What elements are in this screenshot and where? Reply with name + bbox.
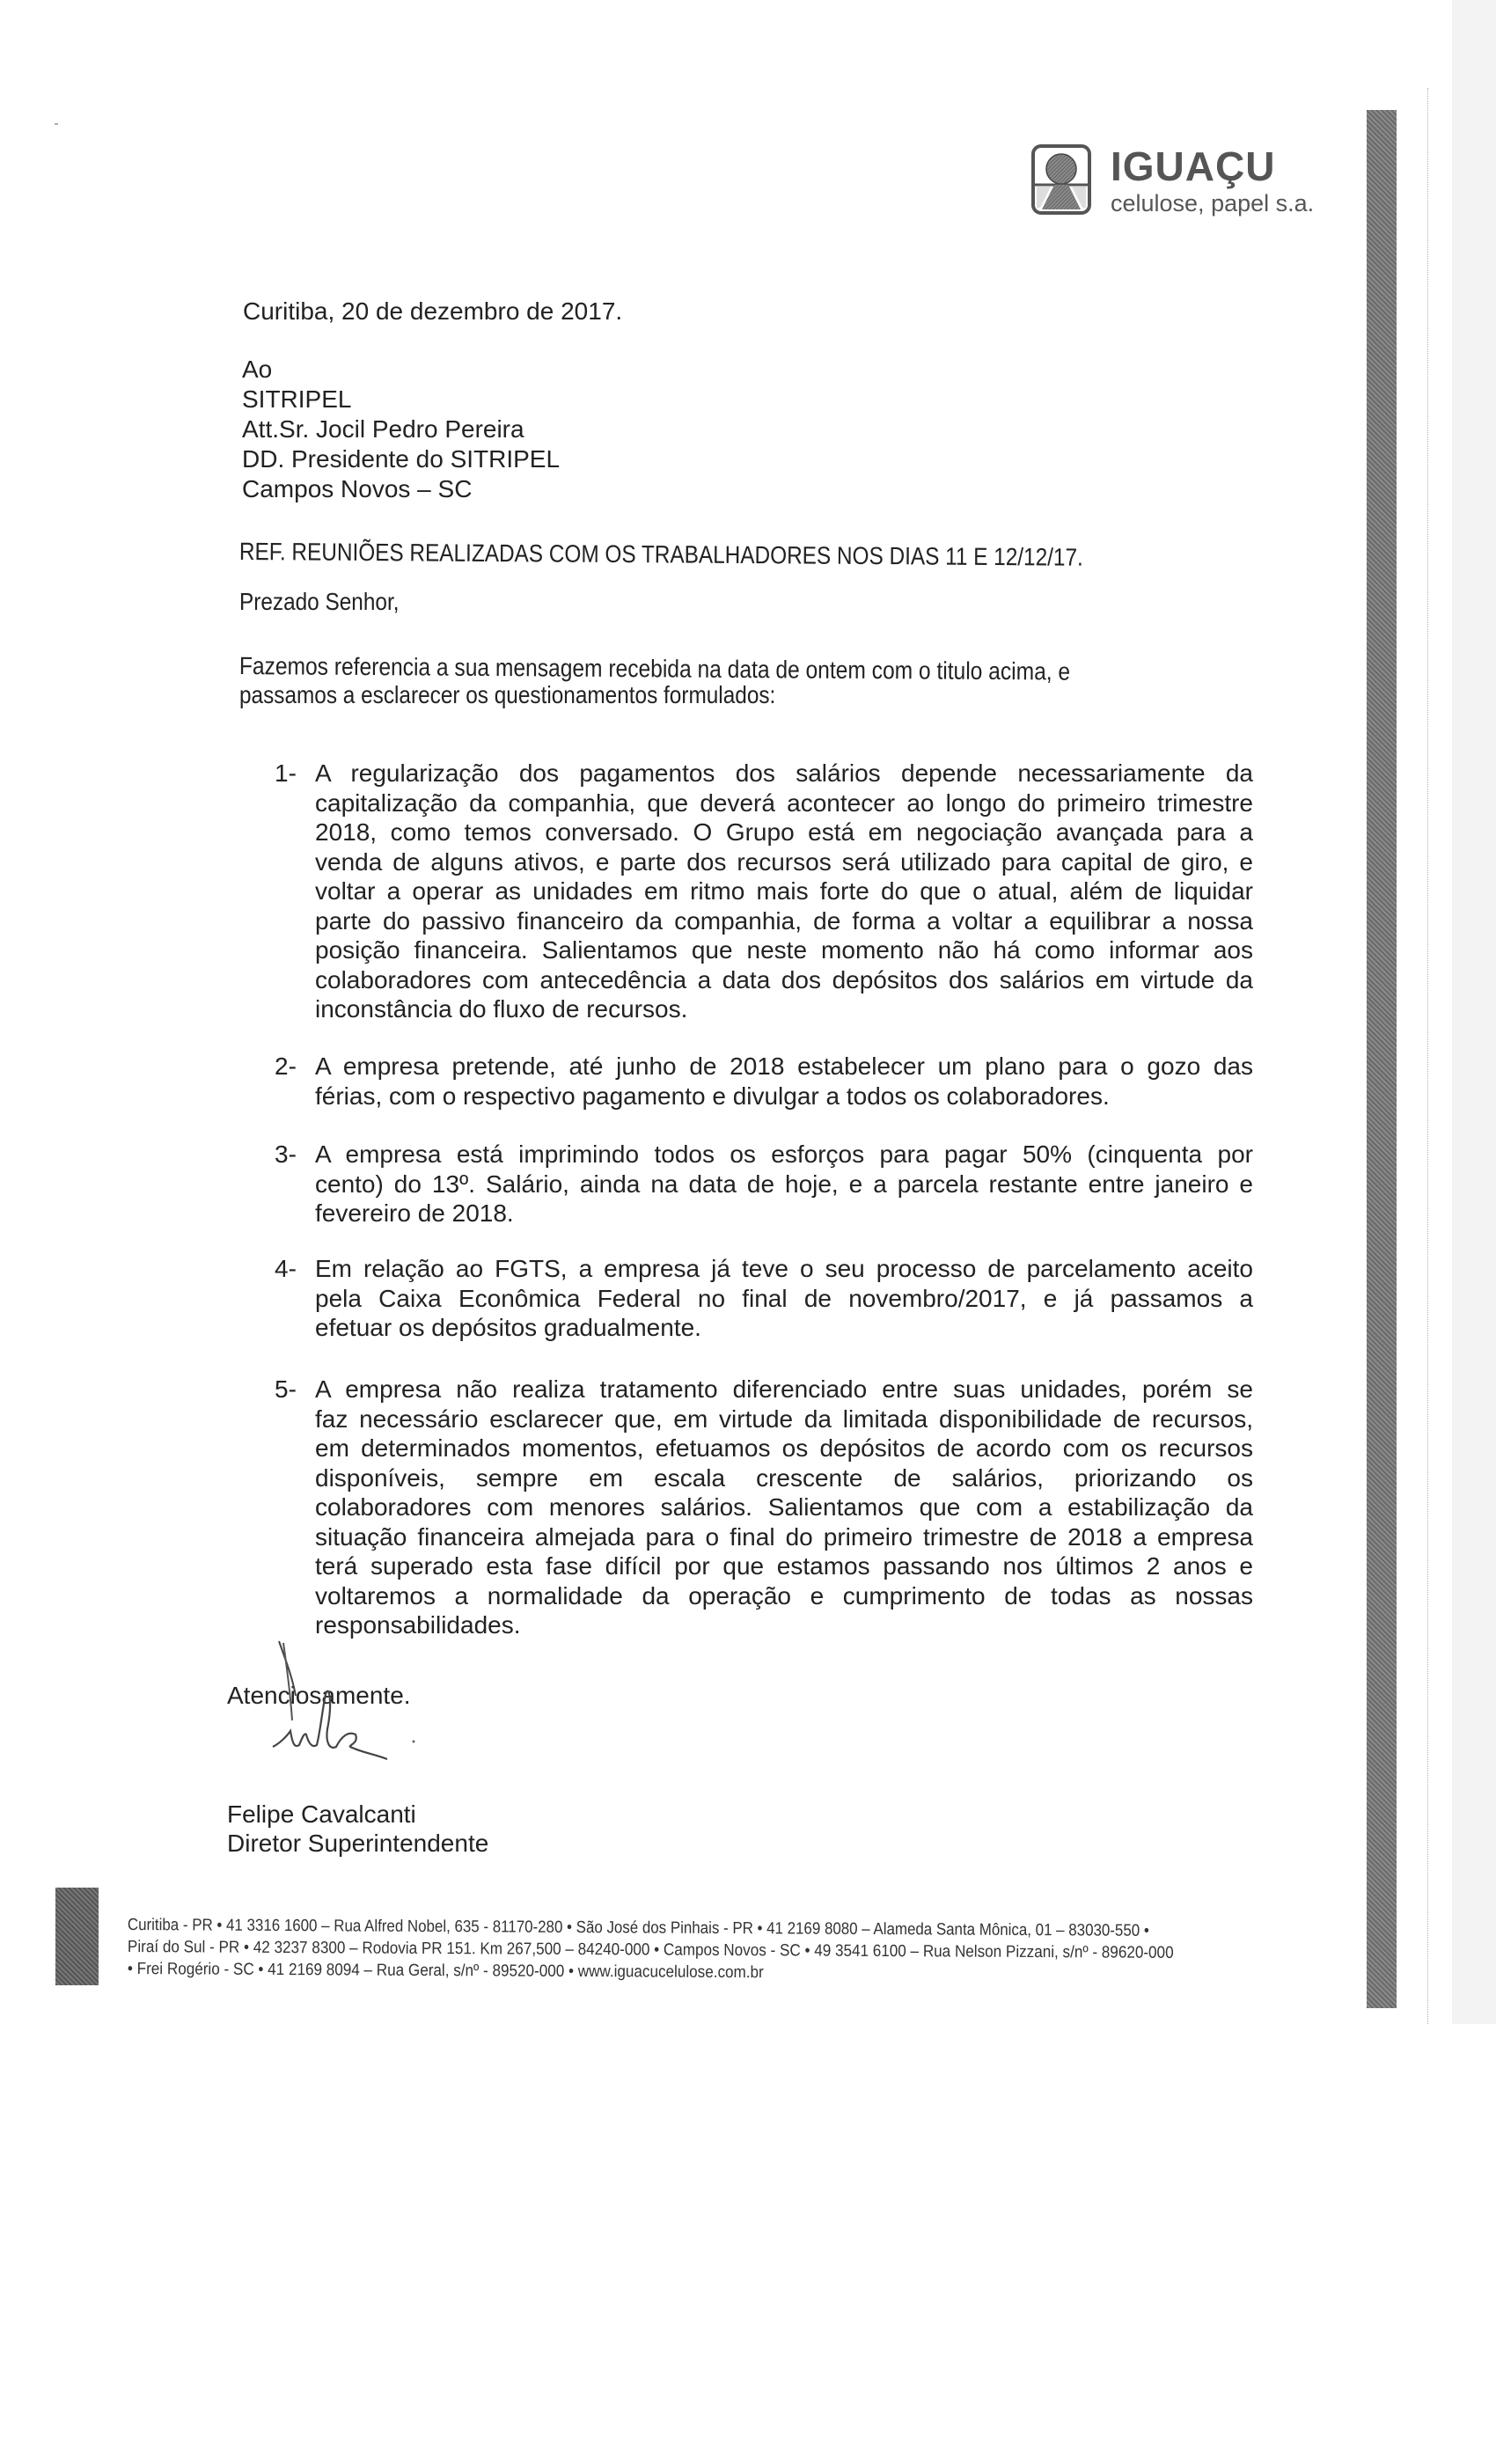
item-line: posição financeira. Salientamos que neste momento não há como informar aos (315, 936, 1253, 964)
recipient-line: SITRIPEL (242, 385, 352, 413)
item-line: faz necessário esclarecer que, em virtude da limitada disponibilidade de recursos, (315, 1404, 1253, 1433)
recipient-line: Att.Sr. Jocil Pedro Pereira (242, 415, 524, 443)
item-line: responsabilidades. (315, 1611, 521, 1639)
recipient-line: DD. Presidente do SITRIPEL (242, 445, 561, 473)
item-line: colaboradores com antecedência a data dos depósitos dos salários em virtude da (315, 965, 1253, 994)
item-line: voltaremos a normalidade da operação e cumprimento de todas as nossas (315, 1581, 1253, 1610)
letterhead-side-bar (1367, 110, 1397, 2008)
item-number: 3- (275, 1140, 297, 1168)
item-line: parte do passivo financeiro da companhia, de forma a voltar a equilibrar a nossa (315, 906, 1253, 935)
item-line: voltar a operar as unidades em ritmo mais forte do que o atual, além de liquidar (315, 877, 1253, 905)
item-line: A empresa não realiza tratamento diferenciado entre suas unidades, porém se (315, 1375, 1253, 1403)
item-text (315, 1254, 1253, 1343)
item-line: terá superado esta fase difícil por que estamos passando nos últimos 2 anos e (315, 1552, 1253, 1580)
item-line: fevereiro de 2018. (315, 1199, 514, 1227)
item-line: Em relação ao FGTS, a empresa já teve o seu processo de parcelamento aceito (315, 1255, 1253, 1282)
footer-addresses (127, 1914, 1290, 1983)
list-item (275, 1052, 1256, 1113)
item-line: venda de alguns ativos, e parte dos recursos será utilizado para capital de giro, e (315, 847, 1253, 876)
item-number: 2- (275, 1052, 297, 1080)
item-line: capitalização da companhia, que deverá acontecer ao longo do primeiro trimestre (315, 788, 1253, 817)
item-line: efetuar os depósitos gradualmente. (315, 1314, 701, 1341)
footer-line: Piraí do Sul - PR • 42 3237 8300 – Rodovia PR 151. Km 267,500 – 84240-000 • Campos Novos - SC • 49 3541 6100 – Rua Nelson Pizzani, s/nº - 89620-000 (127, 1938, 1174, 1962)
date-line: Curitiba, 20 de dezembro de 2017. (243, 297, 623, 325)
item-line: inconstância do fluxo de recursos. (315, 995, 688, 1023)
intro-line: Fazemos referencia a sua mensagem recebida na data de ontem com o titulo acima, e (238, 652, 1071, 686)
signer-name: Felipe Cavalcanti (227, 1800, 416, 1828)
company-subtitle: celulose, papel s.a. (1111, 190, 1315, 216)
recipient-line: Campos Novos – SC (242, 475, 473, 502)
item-number: 5- (275, 1375, 297, 1403)
item-text (315, 759, 1253, 1024)
list-item (275, 1254, 1256, 1346)
item-number: 4- (275, 1255, 297, 1282)
scan-edge-strip (1452, 0, 1496, 2024)
item-text (315, 1375, 1253, 1640)
signer-title: Diretor Superintendente (227, 1830, 489, 1857)
item-line: situação financeira almejada para o final do primeiro trimestre de 2018 a empresa (315, 1522, 1253, 1551)
item-line: disponíveis, sempre em escala crescente de salários, priorizando os (315, 1463, 1253, 1492)
footer-line: Curitiba - PR • 41 3316 1600 – Rua Alfred Nobel, 635 - 81170-280 • São José dos Pinhais - PR • 41 2169 8080 – Alameda Santa Mônica, 01 – 83030-550 • (127, 1916, 1149, 1940)
company-name: IGUAÇU (1111, 143, 1276, 189)
recipient-line: Ao (242, 356, 273, 383)
reference-line: REF. REUNIÕES REALIZADAS COM OS TRABALHADORES NOS DIAS 11 E 12/12/17. (238, 538, 1083, 571)
item-text (315, 1052, 1253, 1111)
footer-line: • Frei Rogério - SC • 41 2169 8094 – Rua Geral, s/nº - 89520-000 • www.iguacucelulose.com.br (127, 1960, 764, 1983)
item-text (315, 1140, 1253, 1228)
item-number: 1- (275, 759, 297, 787)
item-line: A empresa está imprimindo todos os esforços para pagar 50% (cinquenta por (315, 1140, 1253, 1168)
scan-fold-line (1427, 88, 1428, 2024)
handwritten-signature-icon (264, 1632, 440, 1773)
footer-gray-box (55, 1888, 99, 1985)
item-line: em determinados momentos, efetuamos os depósitos de acordo com os recursos (315, 1434, 1253, 1462)
item-line: colaboradores com menores salários. Salientamos que com a estabilização da (315, 1493, 1253, 1521)
item-line: pela Caixa Econômica Federal no final de novembro/2017, e já passamos a (315, 1284, 1253, 1312)
iguacu-logo-icon (1031, 144, 1091, 215)
item-line: 2018, como temos conversado. O Grupo está em negociação avançada para a (315, 818, 1253, 846)
item-line: A empresa pretende, até junho de 2018 estabelecer um plano para o gozo das (315, 1052, 1253, 1080)
item-line: A regularização dos pagamentos dos salários depende necessariamente da (315, 759, 1253, 787)
list-item (275, 759, 1256, 1024)
intro-line: passamos a esclarecer os questionamentos formulados: (239, 681, 776, 708)
item-line: cento) do 13º. Salário, ainda na data de hoje, e a parcela restante entre janeiro e (315, 1170, 1253, 1198)
list-item (275, 1375, 1256, 1640)
salutation: Prezado Senhor, (239, 588, 400, 615)
item-line: férias, com o respectivo pagamento e divulgar a todos os colaboradores. (315, 1082, 1110, 1110)
scan-speck (55, 123, 58, 125)
closing: Atenciosamente. (227, 1682, 411, 1709)
list-item (275, 1140, 1256, 1231)
